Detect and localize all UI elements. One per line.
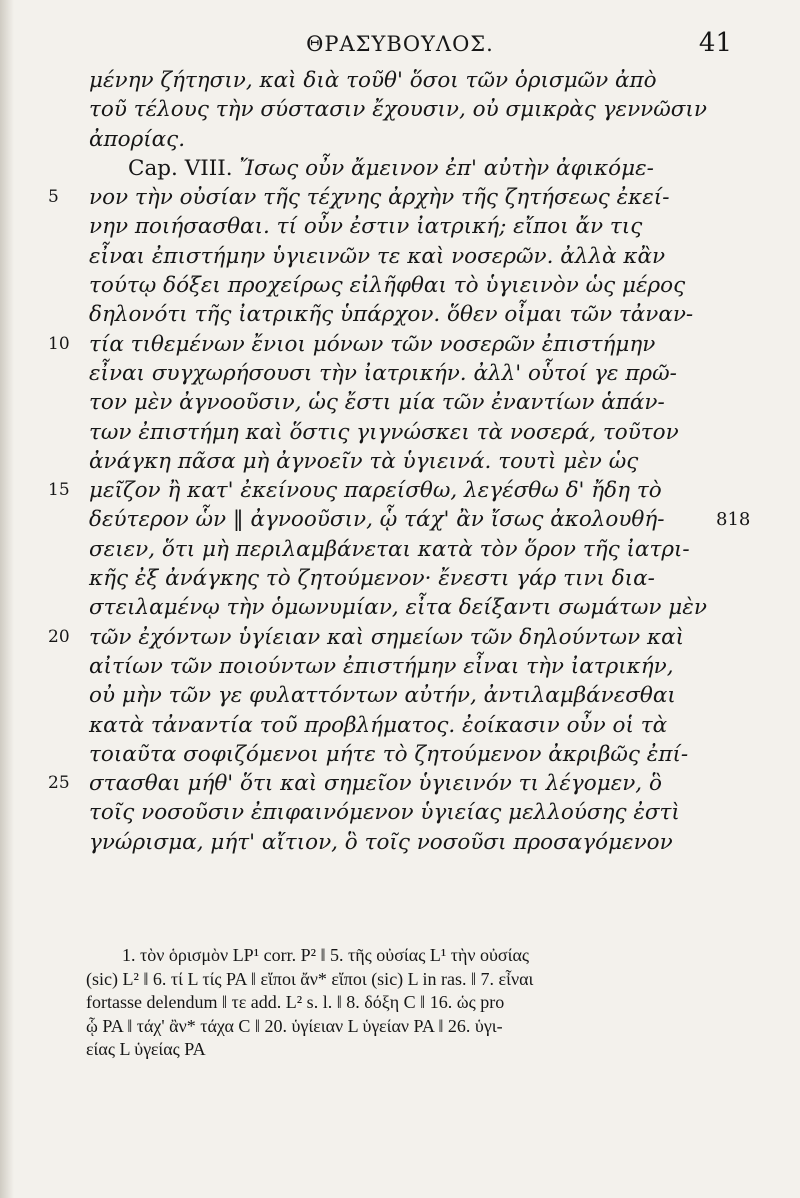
line-text: ἀνάγκη πᾶσα μὴ ἀγνοεῖν τὰ ὑγιεινά. τουτὶ μὲν ὡς [89,448,639,474]
running-head [0,28,800,68]
text-line [0,447,800,476]
text-line [0,242,800,271]
footnote-text: είας L ὑγείας PA [86,1039,206,1059]
text-line [0,418,800,447]
footnote-line [86,1038,766,1062]
line-text-content: Ἴσως οὖν ἄμεινον ἐπ' αὐτὴν ἀφικόμε- [239,155,654,181]
line-text: στασθαι μήθ' ὅτι καὶ σημεῖον ὑγιεινόν τι λέγομεν, ὃ [89,771,662,797]
text-line [0,154,800,183]
line-text: σειεν, ὅτι μὴ περιλαμβάνεται κατὰ τὸν ὅρον τῆς ἰατρι- [89,536,690,562]
line-text: νην ποιήσασθαι. τί οὖν ἐστιν ἰατρική; εἴποι ἄν τις [89,214,643,240]
text-line [0,740,800,769]
text-line [0,95,800,124]
text-line [0,623,800,652]
line-text: μένην ζήτησιν, καὶ διὰ τοῦθ' ὅσοι τῶν ὁρισμῶν ἀπὸ [89,68,657,93]
line-text: τοῖς νοσοῦσιν ἐπιφαινόμενον ὑγιείας μελλούσης ἐστὶ [89,800,680,826]
text-line [0,388,800,417]
text-line [0,681,800,710]
line-text: αἰτίων τῶν ποιούντων ἐπιστήμην εἶναι τὴν ἰατρικήν, [89,653,674,679]
line-number: 10 [48,333,70,354]
page-number: 41 [698,28,732,58]
text-line [0,300,800,329]
line-text: μεῖζον ἢ κατ' ἐκείνους παρείσθω, λεγέσθω δ' ἤδη τὸ [89,478,662,504]
text-line [0,652,800,681]
line-text: τοῦ τέλους τὴν σύστασιν ἔχουσιν, οὐ σμικρὰς γεννῶσιν [89,97,707,123]
line-number: 25 [48,773,70,794]
footnote-line [86,991,766,1015]
text-line [0,476,800,505]
text-line [0,66,800,95]
footnote-text: ᾧ PA ‖ τάχ' ἂν* τάχα C ‖ 20. ὑγίειαν L ὑγείαν PA ‖ 26. ὑγι- [86,1015,503,1036]
text-line [0,183,800,212]
margin-reference: 818 [716,509,751,531]
line-text: γνώρισμα, μήτ' αἴτιον, ὃ τοῖς νοσοῦσι προσαγόμενον [89,829,673,855]
text-line [0,212,800,241]
line-text: δηλονότι τῆς ἰατρικῆς ὑπάρχον. ὅθεν οἶμαι τῶν τἀναν- [89,302,694,328]
footnote-line [86,1015,766,1039]
line-number: 20 [48,626,70,647]
line-text: δεύτερον ὧν ‖ ἀγνοοῦσιν, ᾧ τάχ' ἂν ἴσως ἀκολουθή- [89,507,665,533]
line-text: εἶναι ἐπιστήμην ὑγιεινῶν τε καὶ νοσερῶν. ἀλλὰ κἂν [89,243,666,269]
line-text: των ἐπιστήμη καὶ ὅστις γιγνώσκει τὰ νοσερά, τοῦτον [89,419,679,445]
text-line [0,505,800,534]
text-line [0,769,800,798]
text-line [0,359,800,388]
footnote-text: (sic) L² ‖ 6. τί L τίς PA ‖ εἴποι ἄν* εἴποι (sic) L in ras. ‖ 7. εἶναι [86,968,534,989]
chapter-marker: Cap. VIII. [128,155,233,181]
text-line [0,271,800,300]
text-line [0,330,800,359]
line-text: ἀπορίας. [89,126,186,152]
footnote-text: 1. τὸν ὁρισμὸν LP¹ corr. P² ‖ 5. τῆς οὐσίας L¹ τὴν οὐσίας [122,945,530,965]
line-text: τούτῳ δόξει προχείρως εἰλῆφθαι τὸ ὑγιεινὸν ὡς μέρος [89,273,686,299]
line-text [128,154,654,183]
line-text: εἶναι συγχωρήσουσι τὴν ἰατρικήν. ἀλλ' οὗτοί γε πρῶ- [89,360,677,386]
line-text: τον μὲν ἀγνοοῦσιν, ὡς ἔστι μία τῶν ἐναντίων ἁπάν- [89,390,665,416]
line-text: τῶν ἐχόντων ὑγίειαν καὶ σημείων τῶν δηλούντων καὶ [89,624,685,650]
footnote-text: fortasse delendum ‖ τε add. L² s. l. ‖ 8. δόξη C ‖ 16. ὡς pro [86,992,505,1012]
line-text: κῆς ἐξ ἀνάγκης τὸ ζητούμενον· ἔνεστι γάρ τινι δια- [89,566,655,592]
line-text: στειλαμένῳ τὴν ὁμωνυμίαν, εἶτα δείξαντι σωμάτων μὲν [89,595,707,621]
line-text: τοιαῦτα σοφιζόμενοι μήτε τὸ ζητούμενον ἀκριβῶς ἐπί- [89,741,689,767]
footnote-line [86,944,766,968]
text-line [0,828,800,857]
line-number: 15 [48,480,70,501]
text-line [0,593,800,622]
line-text: κατὰ τἀναντία τοῦ προβλήματος. ἐοίκασιν οὖν οἱ τὰ [89,712,668,738]
footnotes [86,944,766,1062]
line-text: τία τιθεμένων ἔνιοι μόνων τῶν νοσερῶν ἐπιστήμην [89,331,656,357]
text-line [0,125,800,154]
running-title: ΘΡΑΣΥΒΟΥΛΟΣ. [306,32,494,56]
main-text [0,66,800,857]
text-line [0,564,800,593]
text-line [0,711,800,740]
line-number: 5 [48,187,59,208]
text-line [0,535,800,564]
text-line [0,798,800,827]
line-text: οὐ μὴν τῶν γε φυλαττόντων αὐτήν, ἀντιλαμβάνεσθαι [89,683,676,709]
footnote-line [86,968,766,992]
line-text: νον τὴν οὐσίαν τῆς τέχνης ἀρχὴν τῆς ζητήσεως ἐκεί- [89,185,670,211]
